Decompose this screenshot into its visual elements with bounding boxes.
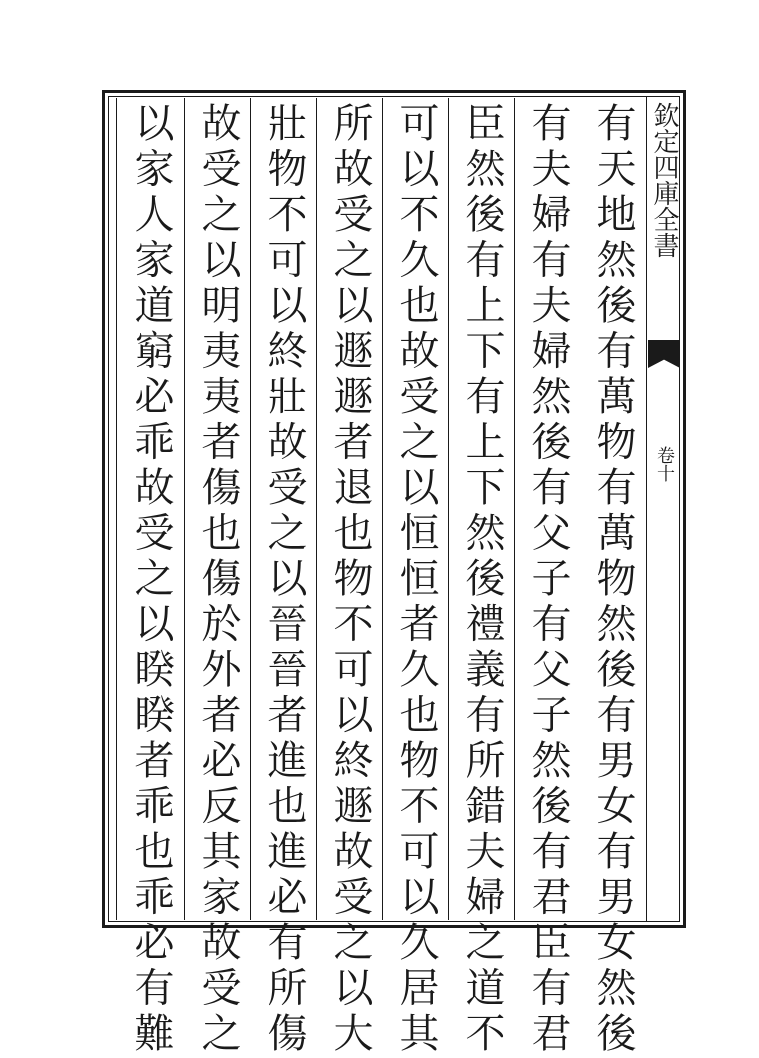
column-text: 所故受之以遯遯者退也物不可以終遯故受之以大 (327, 102, 373, 1058)
text-column-4 (382, 98, 448, 1058)
text-column-6 (250, 98, 316, 1058)
column-text: 可以不久也故受之以恒恒者久也物不可以久居其 (393, 102, 439, 1058)
book-margin-strip (646, 96, 680, 922)
column-text: 故受之以明夷夷者傷也傷於外者必反其家故受之 (195, 102, 241, 1058)
column-text: 壯物不可以終壯故受之以晉晉者進也進必有所傷 (261, 102, 307, 1058)
column-text: 臣然後有上下有上下然後禮義有所錯夫婦之道不 (459, 102, 505, 1058)
fishtail-mark-icon (648, 340, 680, 368)
column-text: 以家人家道窮必乖故受之以睽睽者乖也乖必有難 (128, 102, 174, 1058)
text-column-7 (184, 98, 250, 1058)
column-text: 有夫婦有夫婦然後有父子有父子然後有君臣有君 (525, 102, 571, 1058)
column-text: 有天地然後有萬物有萬物然後有男女有男女然後 (590, 102, 636, 1058)
volume-label: 卷十 (654, 446, 675, 482)
page-frame (102, 90, 686, 1058)
text-column-1 (580, 98, 646, 1058)
text-column-3 (448, 98, 514, 1058)
text-column-2 (514, 98, 580, 1058)
text-column-5 (316, 98, 382, 1058)
text-column-8 (116, 98, 184, 1058)
book-title: 欽定四庫全書 (649, 102, 679, 258)
